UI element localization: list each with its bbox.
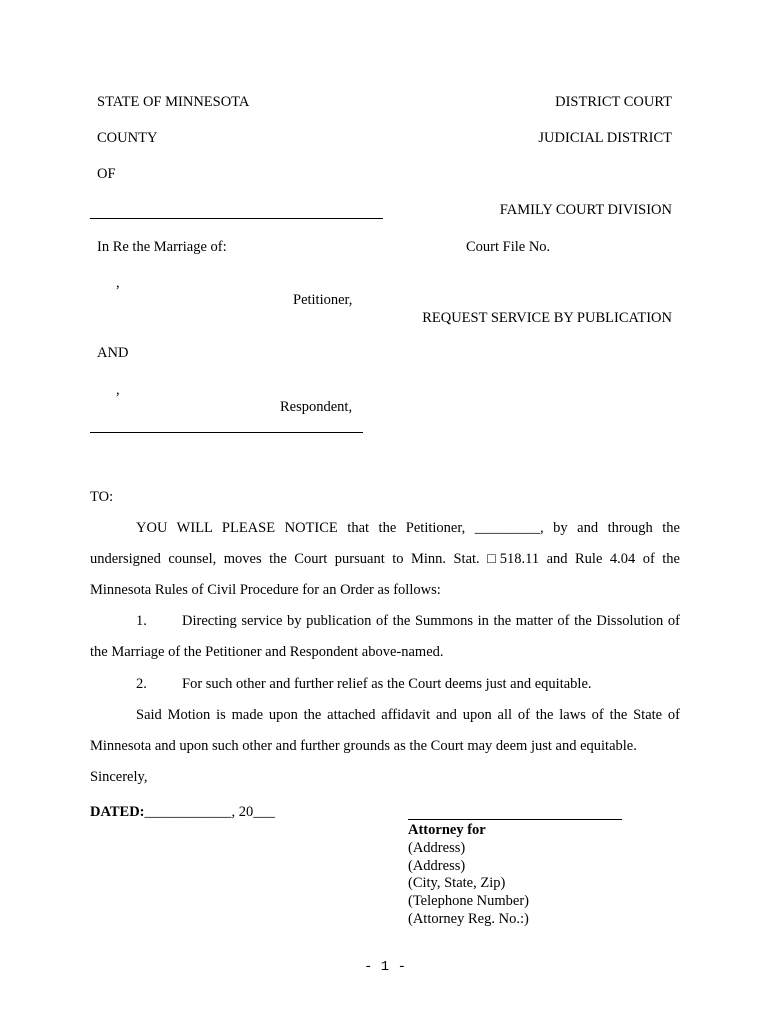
notice-paragraph-line2: undersigned counsel, moves the Court pursuant to Minn. Stat. □518.11 and Rule 4.04 of the (90, 551, 680, 567)
attorney-reg-no: (Attorney Reg. No.:) (408, 910, 529, 927)
document-title: REQUEST SERVICE BY PUBLICATION (422, 310, 672, 326)
page-number: - 1 - (363, 959, 406, 975)
attorney-telephone: (Telephone Number) (408, 893, 529, 910)
notice-paragraph-line3: Minnesota Rules of Civil Procedure for an Order as follows: (90, 582, 441, 598)
attorney-for: Attorney for (408, 822, 486, 838)
item1-text: Directing service by publication of the Summons in the matter of the Dissolution of (182, 613, 680, 629)
district-label: JUDICIAL DISTRICT (538, 130, 672, 146)
to-label: TO: (90, 489, 114, 505)
signature-line (408, 819, 622, 820)
closing: Sincerely, (90, 769, 148, 785)
respondent-comma: , (116, 382, 120, 398)
caption-divider-bottom (90, 432, 363, 433)
county-label: COUNTY (97, 130, 158, 146)
caption-divider-top (90, 218, 383, 219)
attorney-address-2: (Address) (408, 857, 466, 874)
motion-paragraph-line1: Said Motion is made upon the attached affidavit and upon all of the laws of the State of (136, 707, 680, 723)
attorney-city-state-zip: (City, State, Zip) (408, 875, 506, 892)
dated-blank: ____________, 20___ (144, 804, 276, 820)
dated-label: DATED: (90, 804, 145, 820)
attorney-block (408, 822, 529, 929)
court-file-label: Court File No. (466, 239, 551, 255)
court-heading: DISTRICT COURT (555, 94, 672, 110)
and-label: AND (97, 345, 129, 361)
dated-line (90, 804, 275, 821)
division-label: FAMILY COURT DIVISION (499, 202, 672, 218)
petitioner-comma: , (116, 275, 120, 291)
item2-number: 2. (136, 676, 147, 692)
notice-paragraph-line1: YOU WILL PLEASE NOTICE that the Petitioner, _________, by and through the (136, 520, 680, 536)
in-re-label: In Re the Marriage of: (97, 239, 227, 255)
item2-text: For such other and further relief as the Court deems just and equitable. (182, 676, 592, 692)
state-heading: STATE OF MINNESOTA (97, 94, 250, 110)
item1-continuation: the Marriage of the Petitioner and Respondent above-named. (90, 644, 444, 660)
petitioner-label: Petitioner, (293, 292, 353, 308)
item1-number: 1. (136, 613, 147, 629)
of-label: OF (97, 166, 116, 182)
attorney-address-1: (Address) (408, 839, 466, 856)
motion-paragraph-line2: Minnesota and upon such other and further grounds as the Court may deem just and equitable. (90, 738, 637, 754)
respondent-label: Respondent, (280, 399, 353, 415)
